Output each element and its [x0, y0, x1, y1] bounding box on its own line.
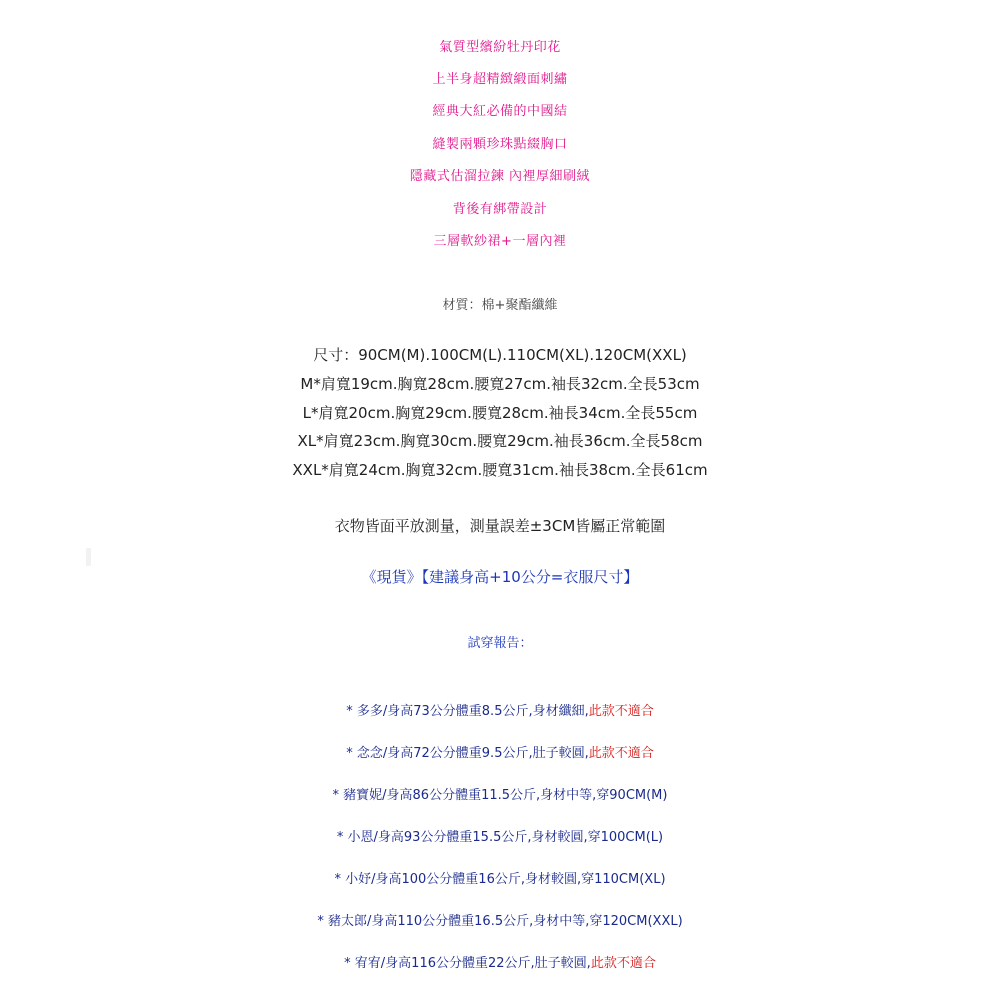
feature-line: 三層軟紗裙+一層內裡	[433, 234, 567, 249]
stock-note: 《現貨》【建議身高+10公分=衣服尺寸】	[361, 568, 639, 586]
feature-line: 經典大紅必備的中國結	[432, 104, 568, 119]
material-text: 材質：棉+聚酯纖維	[442, 298, 558, 313]
report-warning: 此款不適合	[588, 704, 654, 719]
report-text: * 小妤/身高100公分體重16公斤,身材較圓,穿110CM(XL)	[334, 872, 666, 887]
side-mark	[86, 548, 91, 566]
feature-line: 氣質型繽紛牡丹印花	[439, 40, 561, 55]
feature-line: 背後有綁帶設計	[452, 202, 548, 217]
report-line	[0, 868, 1000, 887]
feature-line: 隱藏式估溜拉鍊 內裡厚細刷絨	[409, 169, 591, 184]
report-text: * 多多/身高73公分體重8.5公斤,身材纖細,	[346, 704, 589, 719]
feature-line: 上半身超精緻緞面刺繡	[432, 72, 568, 87]
report-line	[0, 742, 1000, 761]
feature-line: 縫製兩顆珍珠點綴胸口	[432, 137, 568, 152]
size-row-l: L*肩寬20cm.胸寬29cm.腰寬28cm.袖長34cm.全長55cm	[302, 404, 698, 422]
size-row-xl: XL*肩寬23cm.胸寬30cm.腰寬29cm.袖長36cm.全長58cm	[297, 432, 703, 450]
report-line	[0, 700, 1000, 719]
report-line	[0, 910, 1000, 929]
report-line	[0, 952, 1000, 971]
report-text: * 念念/身高72公分體重9.5公斤,肚子較圓,	[346, 746, 589, 761]
size-heading: 尺寸：90CM(M).100CM(L).110CM(XL).120CM(XXL)	[313, 346, 687, 364]
report-text: * 宥宥/身高116公分體重22公斤,肚子較圓,	[344, 956, 591, 971]
report-warning: 此款不適合	[590, 956, 656, 971]
report-text: * 小恩/身高93公分體重15.5公斤,身材較圓,穿100CM(L)	[336, 830, 664, 845]
report-line	[0, 826, 1000, 845]
size-row-xxl: XXL*肩寬24cm.胸寬32cm.腰寬31cm.袖長38cm.全長61cm	[292, 461, 708, 479]
report-line	[0, 784, 1000, 803]
measure-note: 衣物皆面平放測量，測量誤差±3CM皆屬正常範圍	[334, 517, 666, 535]
report-text: * 豬寶妮/身高86公分體重11.5公斤,身材中等,穿90CM(M)	[332, 788, 668, 803]
report-warning: 此款不適合	[588, 746, 654, 761]
report-text: * 豬太郎/身高110公分體重16.5公斤,身材中等,穿120CM(XXL)	[317, 914, 683, 929]
size-row-m: M*肩寬19cm.胸寬28cm.腰寬27cm.袖長32cm.全長53cm	[300, 375, 700, 393]
report-title: 試穿報告：	[467, 636, 533, 651]
